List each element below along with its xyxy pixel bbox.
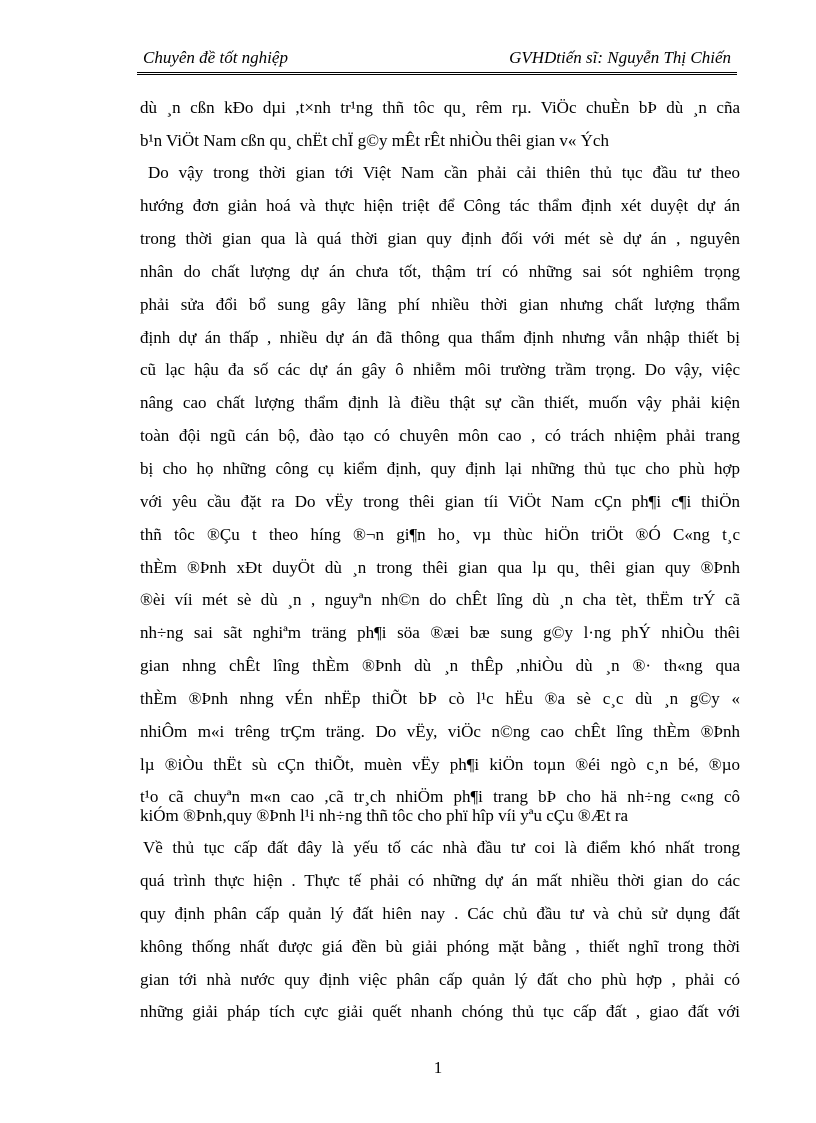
text-line: kiÓm ®Þnh,quy ®Þnh l¹i nh÷ng thñ tôc cho phï hîp víi yªu cÇu ®Æt ra [140, 806, 629, 825]
text-line: trong thời gian qua là quá thời gian quy định đối với mét sè dự án , nguyên [140, 229, 740, 248]
text-line: không thống nhất được giá đền bù giải phóng mặt bằng , thiết nghĩ trong thời [140, 937, 740, 956]
text-line: gian tới nhà nước quy định việc phân cấp quản lý đất cho phù hợp , phải có [140, 970, 740, 989]
text-line: dù ¸n cßn kÐo dµi ,t×nh tr¹ng thñ tôc qu¸ rêm rµ. ViÖc chuÈn bÞ dù ¸n cña [140, 98, 740, 117]
page-number: 1 [433, 1058, 443, 1077]
text-line: phải sửa đổi bổ sung gây lãng phí nhiều thời gian nhưng chất lượng thẩm [140, 295, 740, 314]
text-line: ®èi víi mét sè dù ¸n , nguyªn nh©n do chÊt lîng dù ¸n cha tèt, thËm trÝ cã [140, 590, 740, 609]
text-line: định dự án thấp , nhiều dự án đã thông qua thẩm định nhưng vẫn nhập thiết bị [140, 328, 740, 347]
text-line: với yêu cầu đặt ra Do vËy trong thêi gian tíi ViÖt Nam cÇn ph¶i c¶i thiÖn [140, 492, 740, 511]
text-line: b¹n ViÖt Nam cßn qu¸ chËt chÏ g©y mÊt rÊt nhiÒu thêi gian v« Ých [140, 131, 609, 150]
text-line: thÈm ®Þnh xÐt duyÖt dù ¸n trong thêi gian qua lµ qu¸ thêi gian quy ®Þnh [140, 558, 740, 577]
text-line: lµ ®iÒu thËt sù cÇn thiÕt, muèn vËy ph¶i kiÖn toµn ®éi ngò c¸n bé, ®µo [140, 755, 740, 774]
text-line: Về thủ tục cấp đất đây là yếu tố các nhà đầu tư coi là điểm khó nhất trong [143, 838, 740, 857]
text-line: nh÷ng sai sãt nghiªm träng ph¶i söa ®æi bæ sung g©y l·ng phÝ nhiÒu thêi [140, 623, 740, 642]
text-line: thñ tôc ®Çu t theo híng ®¬n gi¶n ho¸ vµ thùc hiÖn triÖt ®Ó C«ng t¸c [140, 525, 740, 544]
text-line: toàn đội ngũ cán bộ, đào tạo có chuyên môn cao , có trách nhiệm phải trang [140, 426, 740, 445]
text-line: gian nhng chÊt lîng thÈm ®Þnh dù ¸n thÊp ,nhiÒu dù ¸n ®· th«ng qua [140, 656, 740, 675]
text-line: hướng đơn giản hoá và thực hiện triệt để Công tác thẩm định xét duyệt dự án [140, 196, 740, 215]
text-line: t¹o cã chuyªn m«n cao ,cã tr¸ch nhiÖm ph¶i trang bÞ cho hä nh÷ng c«ng cô [140, 787, 740, 806]
text-line: quá trình thực hiện . Thực tế phải có những dự án mất nhiều thời gian do các [140, 871, 740, 890]
text-line: thÈm ®Þnh nhng vÉn nhËp thiÕt bÞ cò l¹c hËu ®a sè c¸c dù ¸n g©y « [140, 689, 740, 708]
header-left-title: Chuyên đề tốt nghiệp [143, 48, 288, 67]
header-right-supervisor: GVHDtiến sĩ: Nguyễn Thị Chiến [509, 48, 731, 67]
text-line: Do vậy trong thời gian tới Việt Nam cần phải cải thiên thủ tục đầu tư theo [148, 163, 740, 182]
text-line: nhiÔm m«i trêng trÇm träng. Do vËy, viÖc n©ng cao chÊt lîng thÈm ®Þnh [140, 722, 740, 741]
text-line: nhân do chất lượng dự án chưa tốt, thậm trí có những sai sót nghiêm trọng [140, 262, 740, 281]
page-header [137, 46, 737, 75]
text-line: quy định phân cấp quản lý đất hiên nay . Các chủ đầu tư và chủ sử dụng đất [140, 904, 740, 923]
text-line: bị cho họ những công cụ kiểm định, quy định lại những thủ tục cho phù hợp [140, 459, 740, 478]
text-line: cũ lạc hậu đa số các dự án gây ô nhiễm môi trường trầm trọng. Do vậy, việc [140, 360, 740, 379]
text-line: nâng cao chất lượng thẩm định là điều thật sự cần thiết, muốn vậy phải kiện [140, 393, 740, 412]
text-line: những giải pháp tích cực giải quết nhanh chóng thủ tục cấp đất , giao đất với [140, 1002, 740, 1021]
